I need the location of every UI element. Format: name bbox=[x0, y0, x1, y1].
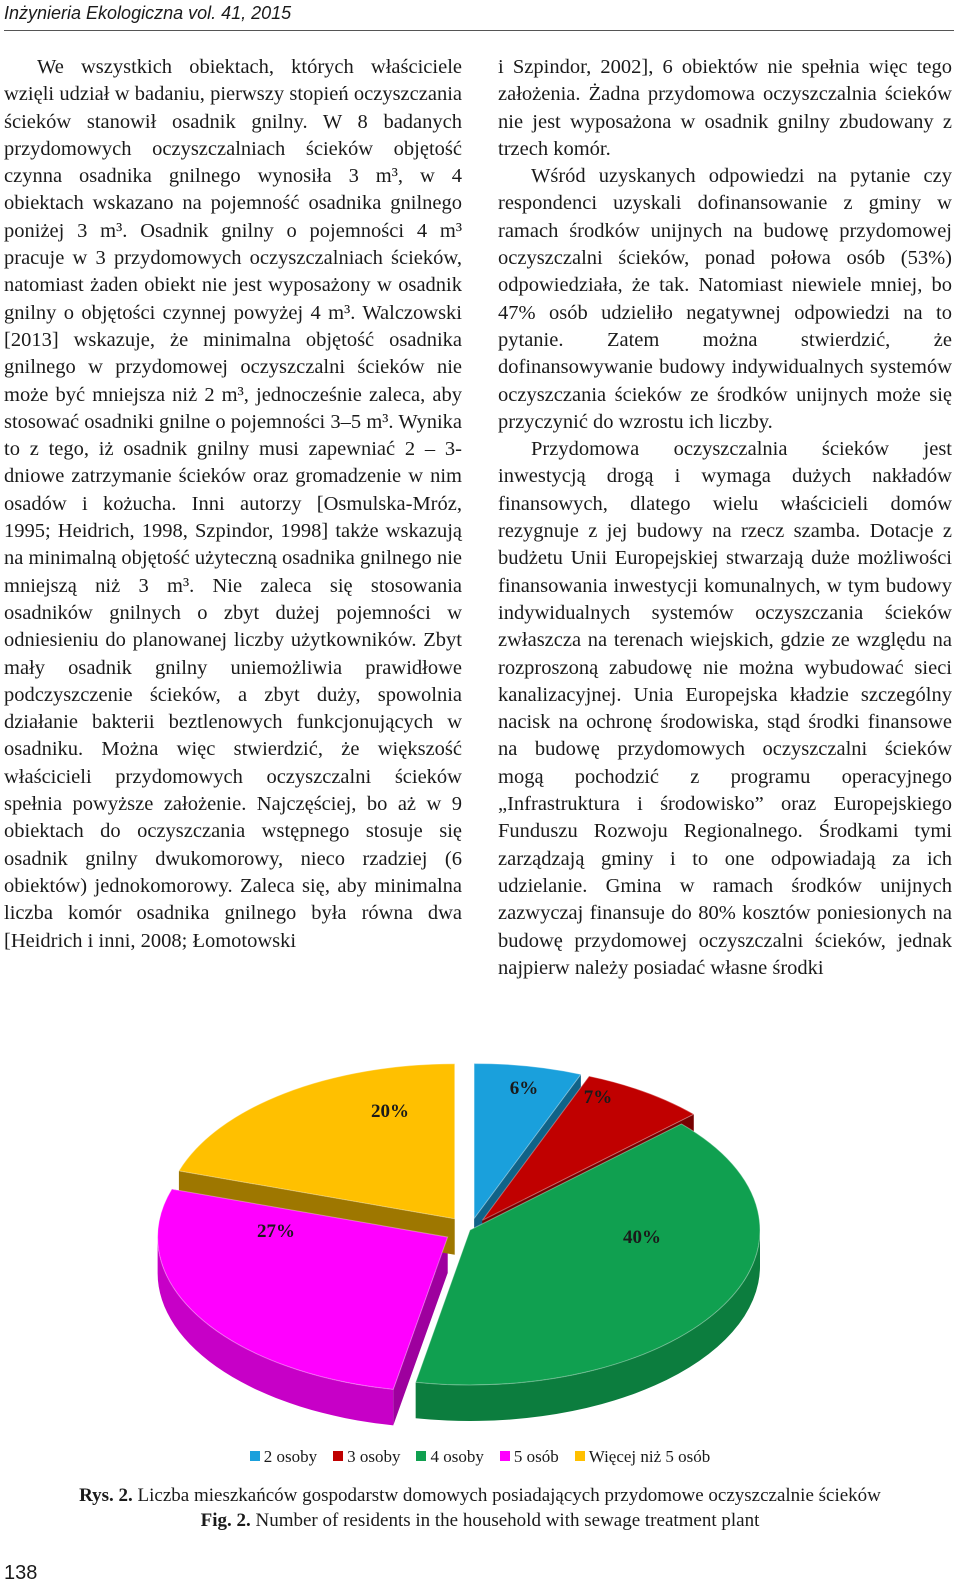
figure-pie-chart bbox=[0, 1040, 960, 1460]
pie-data-label: 7% bbox=[583, 1087, 613, 1108]
legend-swatch bbox=[500, 1451, 510, 1461]
legend-item bbox=[416, 1447, 483, 1467]
paragraph: Przydomowa oczyszczalnia ścieków jest inwestycją drogą i wymaga dużych nakładów finansowych, dlatego wielu właścicieli domów rezygnuje z jej budowy na rzecz szamba. Dotacje z budżetu Unii Europejskiej stwarzają duże możliwości finansowania inwestycji komunalnych, w tym budowy indywidualnych systemów oczyszczania ścieków zwłaszcza na terenach wiejskich, gdzie ze względu na rozproszoną zabudowę nie można wybudować sieci kanalizacyjnej. Unia Europejska kładzie szczególny nacisk na ochronę środowiska, stąd środki finansowe na budowę przydomowych oczyszczalni ścieków mogą pochodzić z programu operacyjnego „Infrastruktura i środowisko” oraz Europejskiego Funduszu Rozwoju Regionalnego. Środkami tymi zarządzają gminy i to one odpowiadają za ich udzielanie. Gmina w ramach środków unijnych zazwyczaj finansuje do 80% kosztów poniesionych na budowę przydomowej oczyszczalni ścieków, jednak najpierw należy posiadać własne środki bbox=[498, 438, 952, 979]
left-column bbox=[4, 54, 462, 955]
legend-item bbox=[333, 1447, 400, 1467]
paragraph: We wszystkich obiektach, których właściciele wzięli udział w badaniu, pierwszy stopień oczyszczania ścieków stanowił osadnik gnilny. W 8 badanych przydomowych oczyszczalniach ścieków objętość czynna osadnika gnilnego wynosiła 3 m³, w 4 obiektach wskazano na pojemność osadnika gnilnego poniżej 3 m³. Osadnik gnilny o pojemności 4 m³ pracuje w 3 przydomowych oczyszczalniach ścieków, natomiast żaden obiekt nie jest wyposażony w osadnik gnilny o objętości czynnej powyżej 4 m³. Walczowski [2013] wskazuje, że minimalna objętość osadnika gnilnego w przydomowej oczyszczalni ścieków nie może być mniejsza niż 2 m³, jednocześnie zaleca, aby stosować osadniki gnilne o pojemności 3–5 m³. Wynika to z tego, iż osadnik gnilny musi zapewniać 2 – 3-dniowe zatrzymanie ścieków oraz gromadzenie w nim osadów i kożucha. Inni autorzy [Osmulska-Mróz, 1995; Heidrich, 1998, Szpindor, 1998] także wskazują na minimalną objętość użyteczną osadnika gnilnego nie mniejszą niż 3 m³. Nie zaleca się stosowania osadników gnilnych o zbyt dużej pojemności w odniesieniu do planowanej liczby użytkowników. Zbyt mały osadnik gnilny uniemożliwia prawidłowe podczyszczenie ścieków, a zbyt duży, spowolnia działanie bakterii beztlenowych funkcjonujących w osadniku. Można więc stwierdzić, że większość właścicieli przydomowych oczyszczalni ścieków spełnia powyższe założenie. Najczęściej, bo aż w 9 obiektach do oczyszczania wstępnego stosuje się osadnik gnilny dwukomorowy, nieco rzadziej (6 obiektów) jednokomorowy. Zaleca się, aby minimalna liczba komór osadnika gnilnego była równa dwa [Heidrich i inni, 2008; Łomotowski bbox=[4, 56, 462, 952]
pie-data-label: 20% bbox=[371, 1101, 409, 1122]
legend-item bbox=[500, 1447, 559, 1467]
pie-data-label: 27% bbox=[257, 1221, 295, 1242]
running-header bbox=[4, 0, 954, 31]
legend-label: 2 osoby bbox=[263, 1447, 318, 1466]
legend-swatch bbox=[416, 1451, 426, 1461]
caption-text-en: Number of residents in the household with sewage treatment plant bbox=[250, 1510, 760, 1531]
caption-text-pl: Liczba mieszkańców gospodarstw domowych posiadających przydomowe oczyszczalnie ścieków bbox=[132, 1485, 881, 1506]
pie-chart bbox=[0, 1040, 960, 1460]
pie-data-label: 40% bbox=[623, 1227, 661, 1248]
journal-name: Inżynieria Ekologiczna vol. 41, 2015 bbox=[4, 3, 292, 23]
figure-caption-en bbox=[0, 1509, 960, 1533]
legend-item bbox=[575, 1447, 711, 1467]
chart-legend bbox=[0, 1447, 960, 1467]
legend-label: 5 osób bbox=[513, 1447, 559, 1466]
legend-swatch bbox=[250, 1451, 260, 1461]
legend-label: Więcej niż 5 osób bbox=[588, 1447, 711, 1466]
right-column bbox=[498, 54, 952, 982]
caption-label-en: Fig. 2. bbox=[200, 1510, 251, 1531]
paragraph: i Szpindor, 2002], 6 obiektów nie spełnia więc tego założenia. Żadna przydomowa oczyszczalnia ścieków nie jest wyposażona w osadnik gnilny zbudowany z trzech komór. bbox=[498, 56, 952, 160]
caption-label-pl: Rys. 2. bbox=[79, 1485, 133, 1506]
legend-swatch bbox=[333, 1451, 343, 1461]
paragraph: Wśród uzyskanych odpowiedzi na pytanie czy respondenci uzyskali dofinansowanie z gminy w ramach środków unijnych na budowę przydomowej oczyszczalni ścieków, ponad połowa osób (53%) odpowiedziała, że tak. Natomiast niewiele mniej, bo 47% osób udzieliło negatywnej odpowiedzi na to pytanie. Zatem można stwierdzić, że dofinansowywanie budowy indywidualnych systemów oczyszczania ścieków ze środków unijnych może się przyczynić do wzrostu ich liczby. bbox=[498, 165, 952, 433]
legend-label: 3 osoby bbox=[347, 1447, 401, 1466]
legend-swatch bbox=[575, 1451, 585, 1461]
figure-caption-pl bbox=[0, 1484, 960, 1508]
page-number: 138 bbox=[4, 1562, 38, 1584]
pie-data-label: 6% bbox=[509, 1078, 539, 1099]
legend-label: 4 osoby bbox=[430, 1447, 484, 1466]
legend-item bbox=[250, 1447, 317, 1467]
